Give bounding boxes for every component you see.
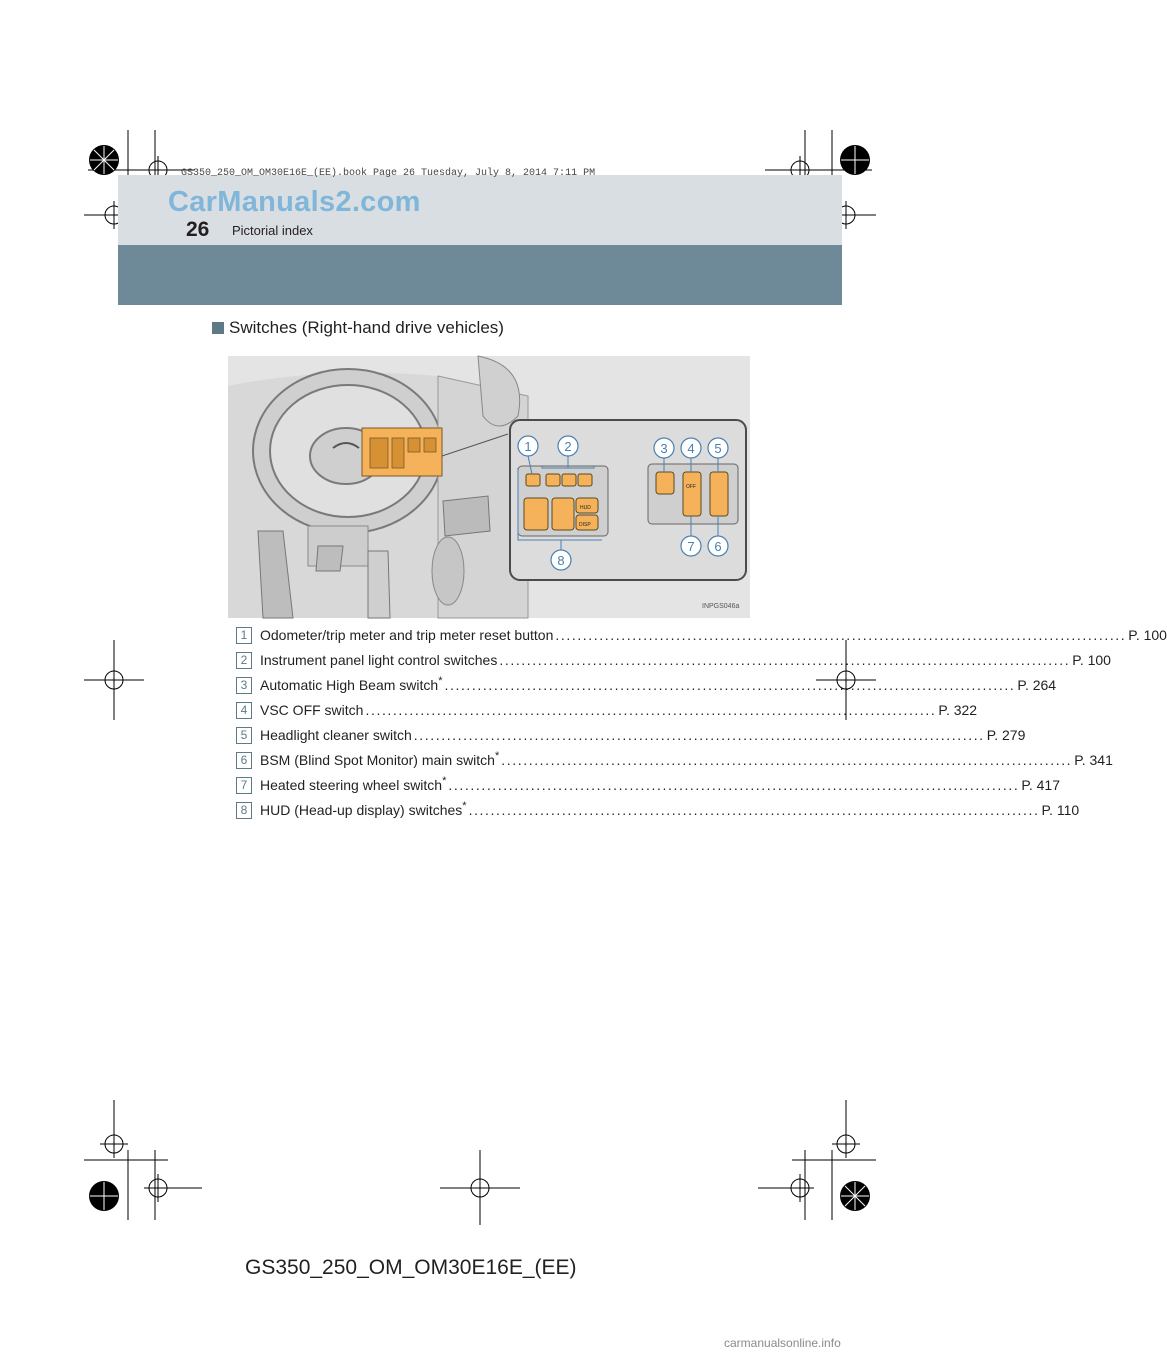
page-reference-link[interactable]: P. 417 <box>1021 777 1060 793</box>
item-text: Automatic High Beam switch <box>260 677 439 693</box>
item-footnote-star: * <box>438 675 443 687</box>
callout-3: 3 <box>660 441 668 456</box>
page-number: 26 <box>186 218 210 241</box>
item-text: Odometer/trip meter and trip meter reset button <box>260 627 554 643</box>
item-footnote-star: * <box>494 750 500 762</box>
page-reference-link[interactable]: P. 100 <box>1072 652 1111 668</box>
item-number-badge: 8 <box>236 802 252 819</box>
leader-dots: ........................................................................................................ <box>365 702 937 718</box>
document-code: GS350_250_OM_OM30E16E_(EE) <box>245 1256 577 1279</box>
callout-6: 6 <box>714 539 722 554</box>
leader-dots: ........................................................................................................ <box>468 802 1040 818</box>
item-number-badge: 1 <box>236 627 252 644</box>
page-reference-link[interactable]: P. 341 <box>1074 752 1113 768</box>
list-item <box>236 799 1080 821</box>
list-item <box>236 649 1111 671</box>
list-item <box>236 749 1113 771</box>
item-number-badge: 4 <box>236 702 252 719</box>
callout-2: 2 <box>564 439 572 454</box>
leader-dots: ........................................................................................................ <box>555 627 1127 643</box>
page-reference-link[interactable]: P. 100 <box>1128 627 1167 643</box>
item-text: Headlight cleaner switch <box>260 727 412 743</box>
item-text: HUD (Head-up display) switches <box>260 802 463 818</box>
page-reference-link[interactable]: P. 279 <box>986 727 1026 743</box>
dashboard-drawing <box>228 356 750 618</box>
page-reference-link[interactable]: P. 264 <box>1017 677 1057 693</box>
section-title-text: Switches (Right-hand drive vehicles) <box>229 318 504 337</box>
page-reference-link[interactable]: P. 110 <box>1041 802 1080 818</box>
section-label: Pictorial index <box>232 223 313 238</box>
watermark-logo[interactable]: CarManuals2.com <box>168 186 421 218</box>
leader-dots: ........................................................................................................ <box>444 677 1016 693</box>
off-switch-label: OFF <box>686 484 696 490</box>
list-item <box>236 774 1060 796</box>
callout-5: 5 <box>714 441 722 456</box>
item-text: Heated steering wheel switch <box>260 777 443 793</box>
item-text: Instrument panel light control switches <box>260 652 498 668</box>
item-number-badge: 5 <box>236 727 252 744</box>
callout-4: 4 <box>687 441 695 456</box>
item-text: BSM (Blind Spot Monitor) main switch <box>260 752 495 768</box>
item-number-badge: 7 <box>236 777 252 794</box>
item-number-badge: 2 <box>236 652 252 669</box>
leader-dots: ........................................................................................................ <box>448 777 1020 793</box>
item-footnote-star: * <box>462 800 467 812</box>
switches-illustration <box>228 356 750 618</box>
header-band-dark <box>118 245 842 305</box>
item-text: VSC OFF switch <box>260 702 364 718</box>
leader-dots: ........................................................................................................ <box>413 727 985 743</box>
section-square-icon <box>212 322 224 334</box>
list-item <box>236 724 1026 746</box>
item-number-badge: 6 <box>236 752 252 769</box>
callout-7: 7 <box>687 539 695 554</box>
figure-code: INPGS046a <box>702 603 740 610</box>
leader-dots: ........................................................................................................ <box>499 652 1071 668</box>
list-item <box>236 699 978 721</box>
list-item <box>236 674 1057 696</box>
item-footnote-star: * <box>442 775 447 787</box>
item-number-badge: 3 <box>236 677 252 694</box>
callout-8: 8 <box>557 553 565 568</box>
site-watermark[interactable]: carmanualsonline.info <box>724 1336 841 1350</box>
hud-switch-label: HUD <box>580 505 591 511</box>
section-heading <box>212 318 504 338</box>
file-stamp: GS350_250_OM_OM30E16E_(EE).book Page 26 Tuesday, July 8, 2014 7:11 PM <box>181 168 596 179</box>
list-item <box>236 624 1167 646</box>
disp-switch-label: DISP <box>579 522 591 528</box>
leader-dots: ........................................................................................................ <box>501 752 1073 768</box>
page-reference-link[interactable]: P. 322 <box>938 702 978 718</box>
callout-1: 1 <box>524 439 532 454</box>
